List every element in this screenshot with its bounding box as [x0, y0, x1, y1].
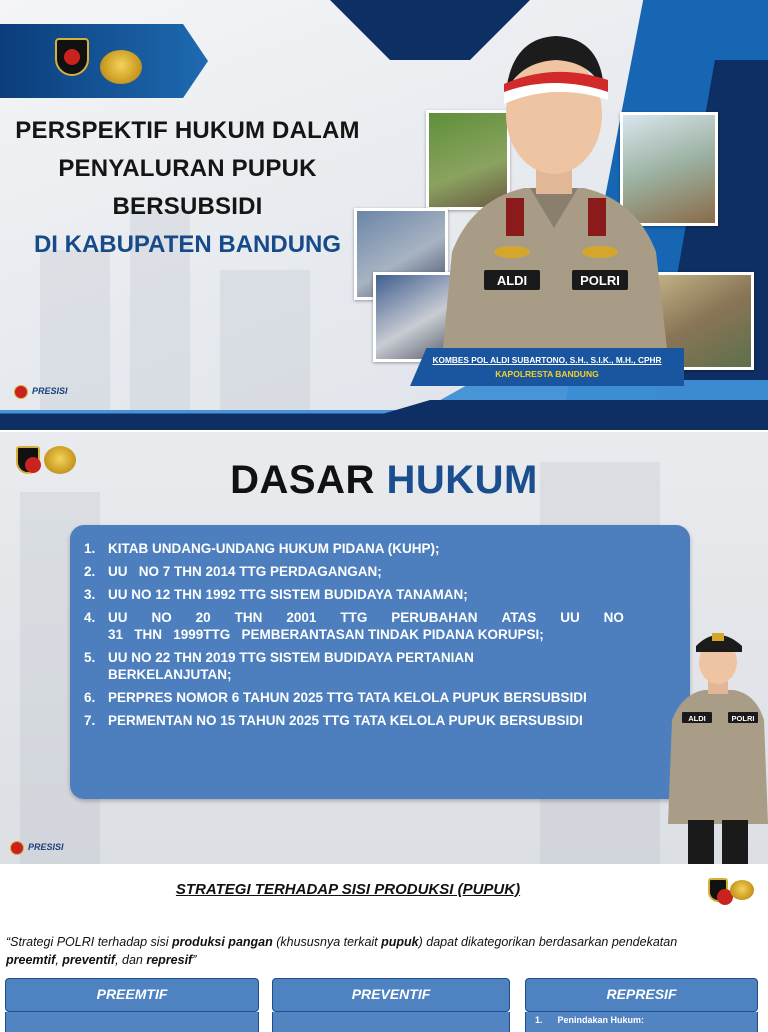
law-text-line: BERKELANJUTAN; — [108, 667, 232, 682]
represif-item: 1. Penindakan Hukum: — [535, 1015, 645, 1025]
shoulder-insignia — [506, 198, 524, 236]
nametag-left-text: ALDI — [496, 273, 528, 288]
uniform-shape — [668, 690, 768, 824]
quote-bold: represif — [146, 953, 193, 967]
shoulder-insignia — [588, 198, 606, 236]
law-text: PERMENTAN NO 15 TAHUN 2025 TTG TATA KELOLA PUPUK BERSUBSIDI — [108, 713, 583, 728]
quote-text: , dan — [115, 953, 147, 967]
presisi-logo-icon — [10, 840, 88, 856]
officer-portrait — [432, 22, 676, 358]
column-body-preemtif — [5, 1012, 259, 1032]
law-text: UU NO 12 THN 1992 TTG SISTEM BUDIDAYA TANAMAN; — [108, 587, 468, 602]
decor-shape — [0, 400, 768, 430]
presisi-text: PRESISI — [32, 386, 68, 396]
quote-text: , — [55, 953, 63, 967]
law-item — [84, 689, 624, 706]
medal-icon — [582, 246, 618, 258]
officer-portrait — [664, 624, 768, 864]
column-body-preventif — [272, 1012, 510, 1032]
law-text-line: 31 THN 1999TTG PEMBERANTASAN TINDAK PIDANA KORUPSI; — [108, 627, 544, 642]
cover-title-line: PERSPEKTIF HUKUM DALAM — [15, 117, 360, 144]
column-header-preventif — [272, 978, 510, 1012]
law-item — [84, 712, 624, 729]
strategy-title: STRATEGI TERHADAP SISI PRODUKSI (PUPUK) — [175, 881, 521, 898]
law-text-line: UU NO 22 THN 2019 TTG SISTEM BUDIDAYA PERTANIAN — [108, 650, 474, 665]
medal-icon — [494, 246, 530, 258]
law-item — [84, 649, 624, 683]
law-item — [84, 540, 624, 557]
column-header-label: PREEMTIF — [96, 986, 168, 1002]
strategy-quote — [6, 933, 716, 969]
column-header-label: REPRESIF — [606, 986, 677, 1002]
quote-text: ) dapat dikategorikan berdasarkan pendekatan — [418, 935, 678, 949]
cover-title-line: PENYALURAN PUPUK — [58, 155, 317, 182]
polda-jabar-badge-icon — [708, 878, 728, 902]
column-header-label: PREVENTIF — [351, 986, 431, 1002]
polri-emblem-icon — [100, 50, 142, 84]
law-item — [84, 563, 624, 580]
law-text: KITAB UNDANG-UNDANG HUKUM PIDANA (KUHP); — [108, 541, 440, 556]
law-text-line: UU NO 20 THN 2001 TTG PERUBAHAN ATAS UU NO — [108, 610, 624, 625]
polri-emblem-icon — [730, 880, 754, 900]
slide-cover — [0, 0, 768, 430]
officer-name: KOMBES POL ALDI SUBARTONO, S.H., S.I.K., M.H., CPHR — [432, 355, 662, 365]
law-list — [84, 540, 624, 735]
law-item — [84, 609, 624, 643]
law-number: 1. — [84, 541, 96, 556]
presisi-text: PRESISI — [28, 842, 64, 852]
officer-role: KAPOLRESTA BANDUNG — [495, 369, 599, 379]
section-title — [0, 458, 768, 503]
quote-bold: preemtif — [6, 953, 56, 967]
trousers-shape — [688, 820, 714, 864]
cover-subtitle: DI KABUPATEN BANDUNG — [33, 231, 342, 258]
law-text: UU NO 7 THN 2014 TTG PERDAGANGAN; — [108, 564, 382, 579]
section-title-part2: HUKUM — [386, 458, 538, 502]
quote-bold: pupuk — [381, 935, 419, 949]
cap-badge-icon — [712, 633, 724, 641]
quote-text: “Strategi POLRI terhadap sisi — [6, 935, 173, 949]
trousers-shape — [722, 820, 748, 864]
presisi-emblem-icon — [10, 841, 24, 855]
quote-bold: preventif — [62, 953, 116, 967]
law-text: PERPRES NOMOR 6 TAHUN 2025 TTG TATA KELOLA PUPUK BERSUBSIDI — [108, 690, 587, 705]
section-title-part1: DASAR — [230, 458, 375, 502]
polda-jabar-badge-icon — [55, 38, 89, 76]
cover-title-line: BERSUBSIDI — [112, 193, 263, 220]
column-header-represif — [525, 978, 758, 1012]
nametag-right-text: POLRI — [580, 273, 620, 288]
law-number: 3. — [84, 587, 96, 602]
background-building — [40, 250, 110, 430]
presisi-emblem-icon — [14, 385, 28, 399]
caption-bar — [410, 348, 684, 386]
law-number: 6. — [84, 690, 96, 705]
presisi-logo-icon — [14, 384, 92, 400]
quote-bold: produksi pangan — [172, 935, 273, 949]
law-number: 4. — [84, 610, 96, 625]
nametag-left-text: ALDI — [688, 714, 706, 723]
quote-text: ” — [192, 953, 197, 967]
law-number: 2. — [84, 564, 96, 579]
nametag-right-text: POLRI — [731, 714, 755, 723]
cover-title — [10, 112, 365, 226]
quote-text: (khususnya terkait — [272, 935, 382, 949]
background-building — [220, 270, 310, 430]
column-header-preemtif — [5, 978, 259, 1012]
law-number: 7. — [84, 713, 96, 728]
law-number: 5. — [84, 650, 96, 665]
law-item — [84, 586, 624, 603]
